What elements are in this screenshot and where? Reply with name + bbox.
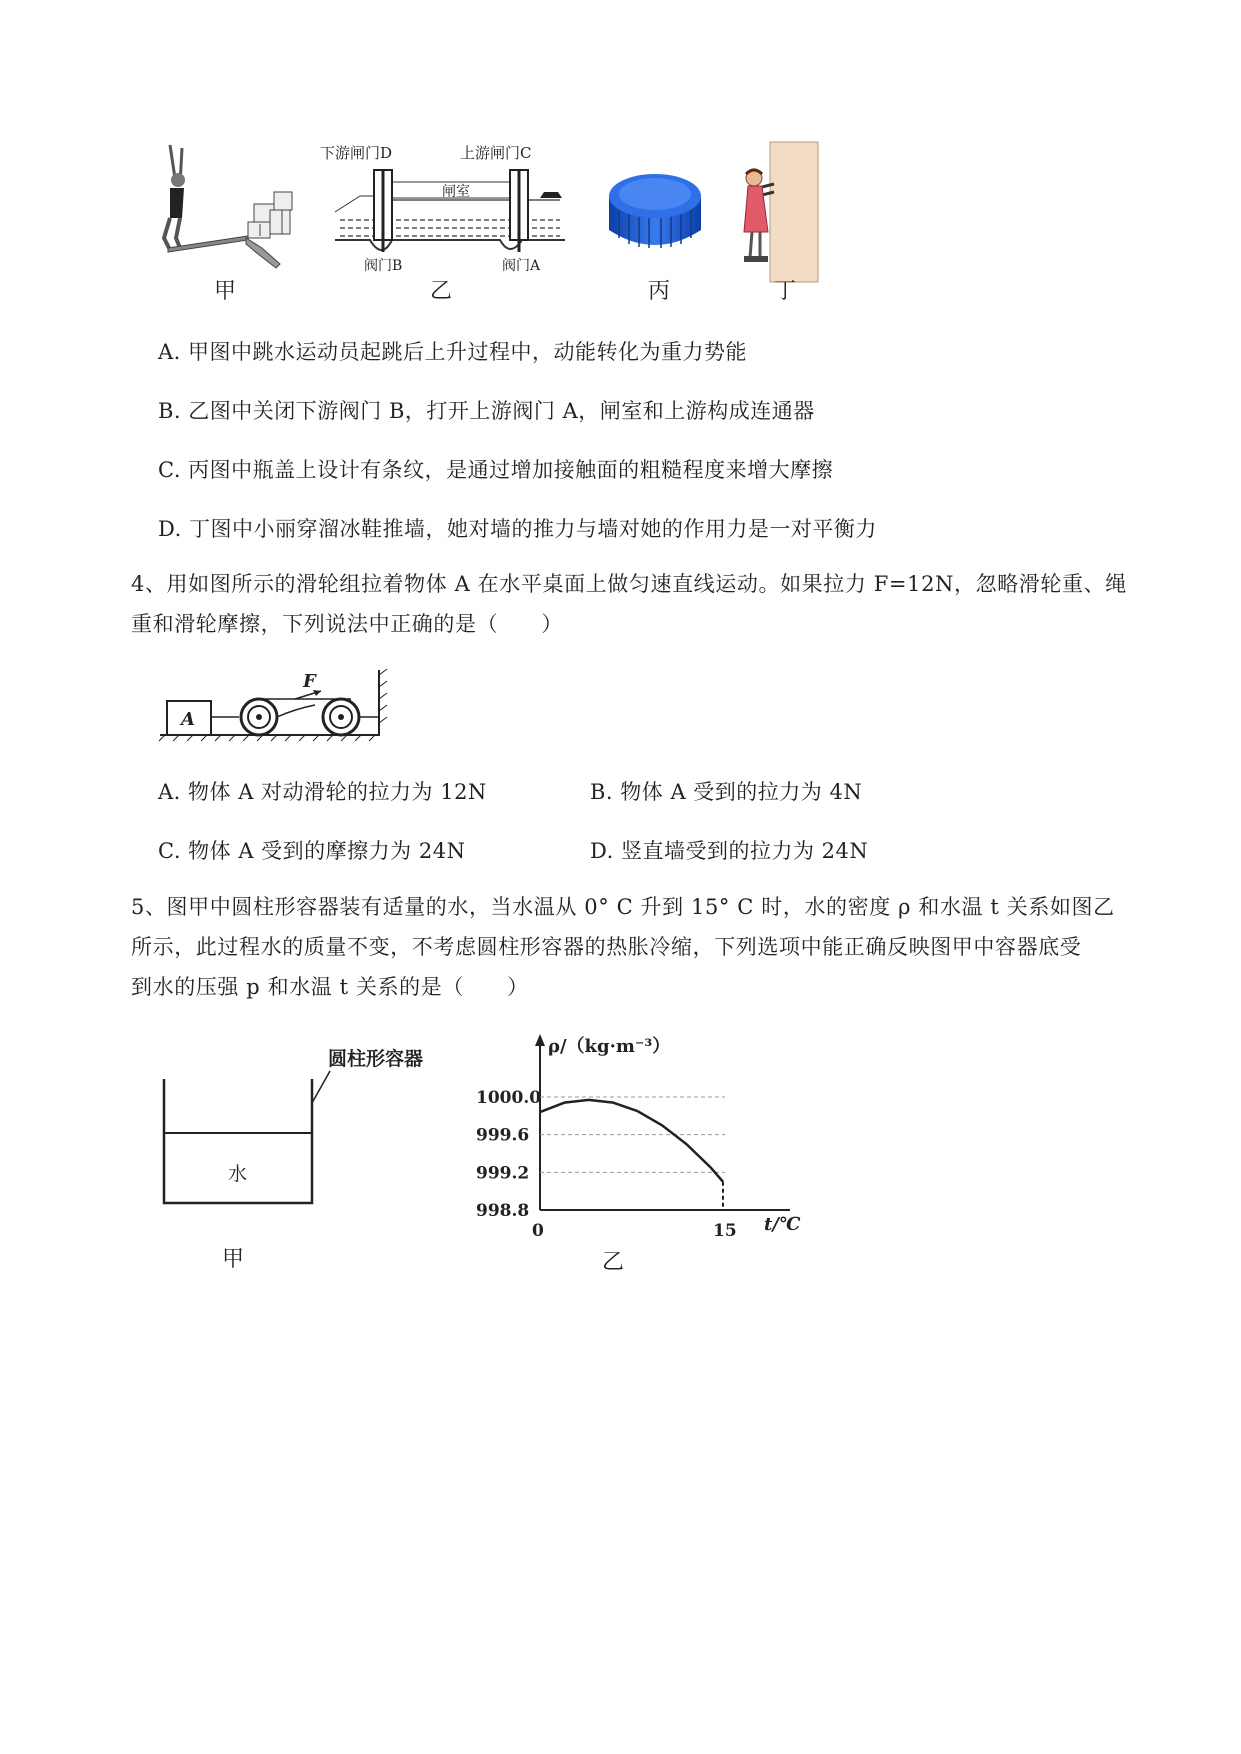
q5-stem (131, 887, 1151, 1007)
container-callout: 圆柱形容器 (328, 1048, 424, 1070)
diver-figure (150, 140, 310, 280)
q5-stem-line3: 到水的压强 p 和水温 t 关系的是（ ） (131, 975, 529, 999)
q4-stem-line1: 4、用如图所示的滑轮组拉着物体 A 在水平桌面上做匀速直线运动。如果拉力 F=12N，忽略滑轮重、绳 (131, 572, 1127, 596)
q3-option-a[interactable]: A. 甲图中跳水运动员起跳后上升过程中，动能转化为重力势能 (158, 340, 748, 364)
valve-a-label: 阀门A (502, 258, 541, 274)
q4-stem-line2: 重和滑轮摩擦，下列说法中正确的是（ ） (131, 612, 563, 636)
y-tick-label: 999.2 (476, 1163, 530, 1184)
figure-label-bing: 丙 (648, 279, 671, 304)
block-a-label: A (181, 709, 195, 730)
q4-stem (131, 564, 1151, 644)
y-axis (535, 1034, 545, 1210)
valve-b-label: 阀门B (364, 258, 403, 274)
girl-push-wall-figure (740, 140, 830, 285)
chamber-label: 闸室 (442, 184, 470, 200)
force-f-label: F (303, 671, 316, 692)
q3-option-d[interactable]: D. 丁图中小丽穿溜冰鞋推墙，她对墙的推力与墙对她的作用力是一对平衡力 (158, 517, 877, 541)
figure-label-yi: 乙 (430, 279, 453, 304)
figure-label-ding: 丁 (774, 279, 797, 304)
y-tick-label: 1000.0 (476, 1088, 542, 1108)
pulley-figure (155, 665, 395, 745)
ship-lock-figure (320, 140, 570, 275)
y-tick-label: 999.6 (476, 1125, 530, 1146)
figure-label-container: 甲 (222, 1247, 245, 1272)
q4-option-d[interactable]: D. 竖直墙受到的拉力为 24N (590, 839, 869, 863)
y-axis-label: ρ/（kg·m⁻³） (548, 1036, 671, 1057)
water-label: 水 (228, 1163, 248, 1185)
x-tick-label: 15 (713, 1221, 737, 1241)
x-tick-label: 0 (532, 1221, 544, 1241)
q4-option-c[interactable]: C. 物体 A 受到的摩擦力为 24N (158, 839, 466, 863)
gate-d-label: 下游闸门D (320, 144, 393, 162)
gate-c-label: 上游闸门C (460, 144, 532, 162)
q4-option-a[interactable]: A. 物体 A 对动滑轮的拉力为 12N (158, 780, 487, 804)
figure-label-graph: 乙 (602, 1250, 625, 1275)
y-tick-label: 998.8 (476, 1201, 530, 1221)
container-figure (150, 1035, 450, 1215)
q4-option-b[interactable]: B. 物体 A 受到的拉力为 4N (590, 780, 863, 804)
q5-stem-line1: 5、图甲中圆柱形容器装有适量的水，当水温从 0° C 升到 15° C 时，水的密度 ρ 和水温 t 关系如图乙 (131, 895, 1115, 919)
bottle-cap-figure (605, 168, 705, 258)
density-curve (540, 1100, 723, 1182)
x-axis-label: t/℃ (764, 1214, 801, 1235)
q3-option-c[interactable]: C. 丙图中瓶盖上设计有条纹，是通过增加接触面的粗糙程度来增大摩擦 (158, 458, 834, 482)
q5-stem-line2: 所示，此过程水的质量不变，不考虑圆柱形容器的热胀冷缩，下列选项中能正确反映图甲中容器底受 (131, 935, 1082, 959)
figure-label-jia: 甲 (214, 279, 237, 304)
density-chart (460, 1030, 820, 1245)
q3-option-b[interactable]: B. 乙图中关闭下游阀门 B，打开上游阀门 A，闸室和上游构成连通器 (158, 399, 815, 423)
